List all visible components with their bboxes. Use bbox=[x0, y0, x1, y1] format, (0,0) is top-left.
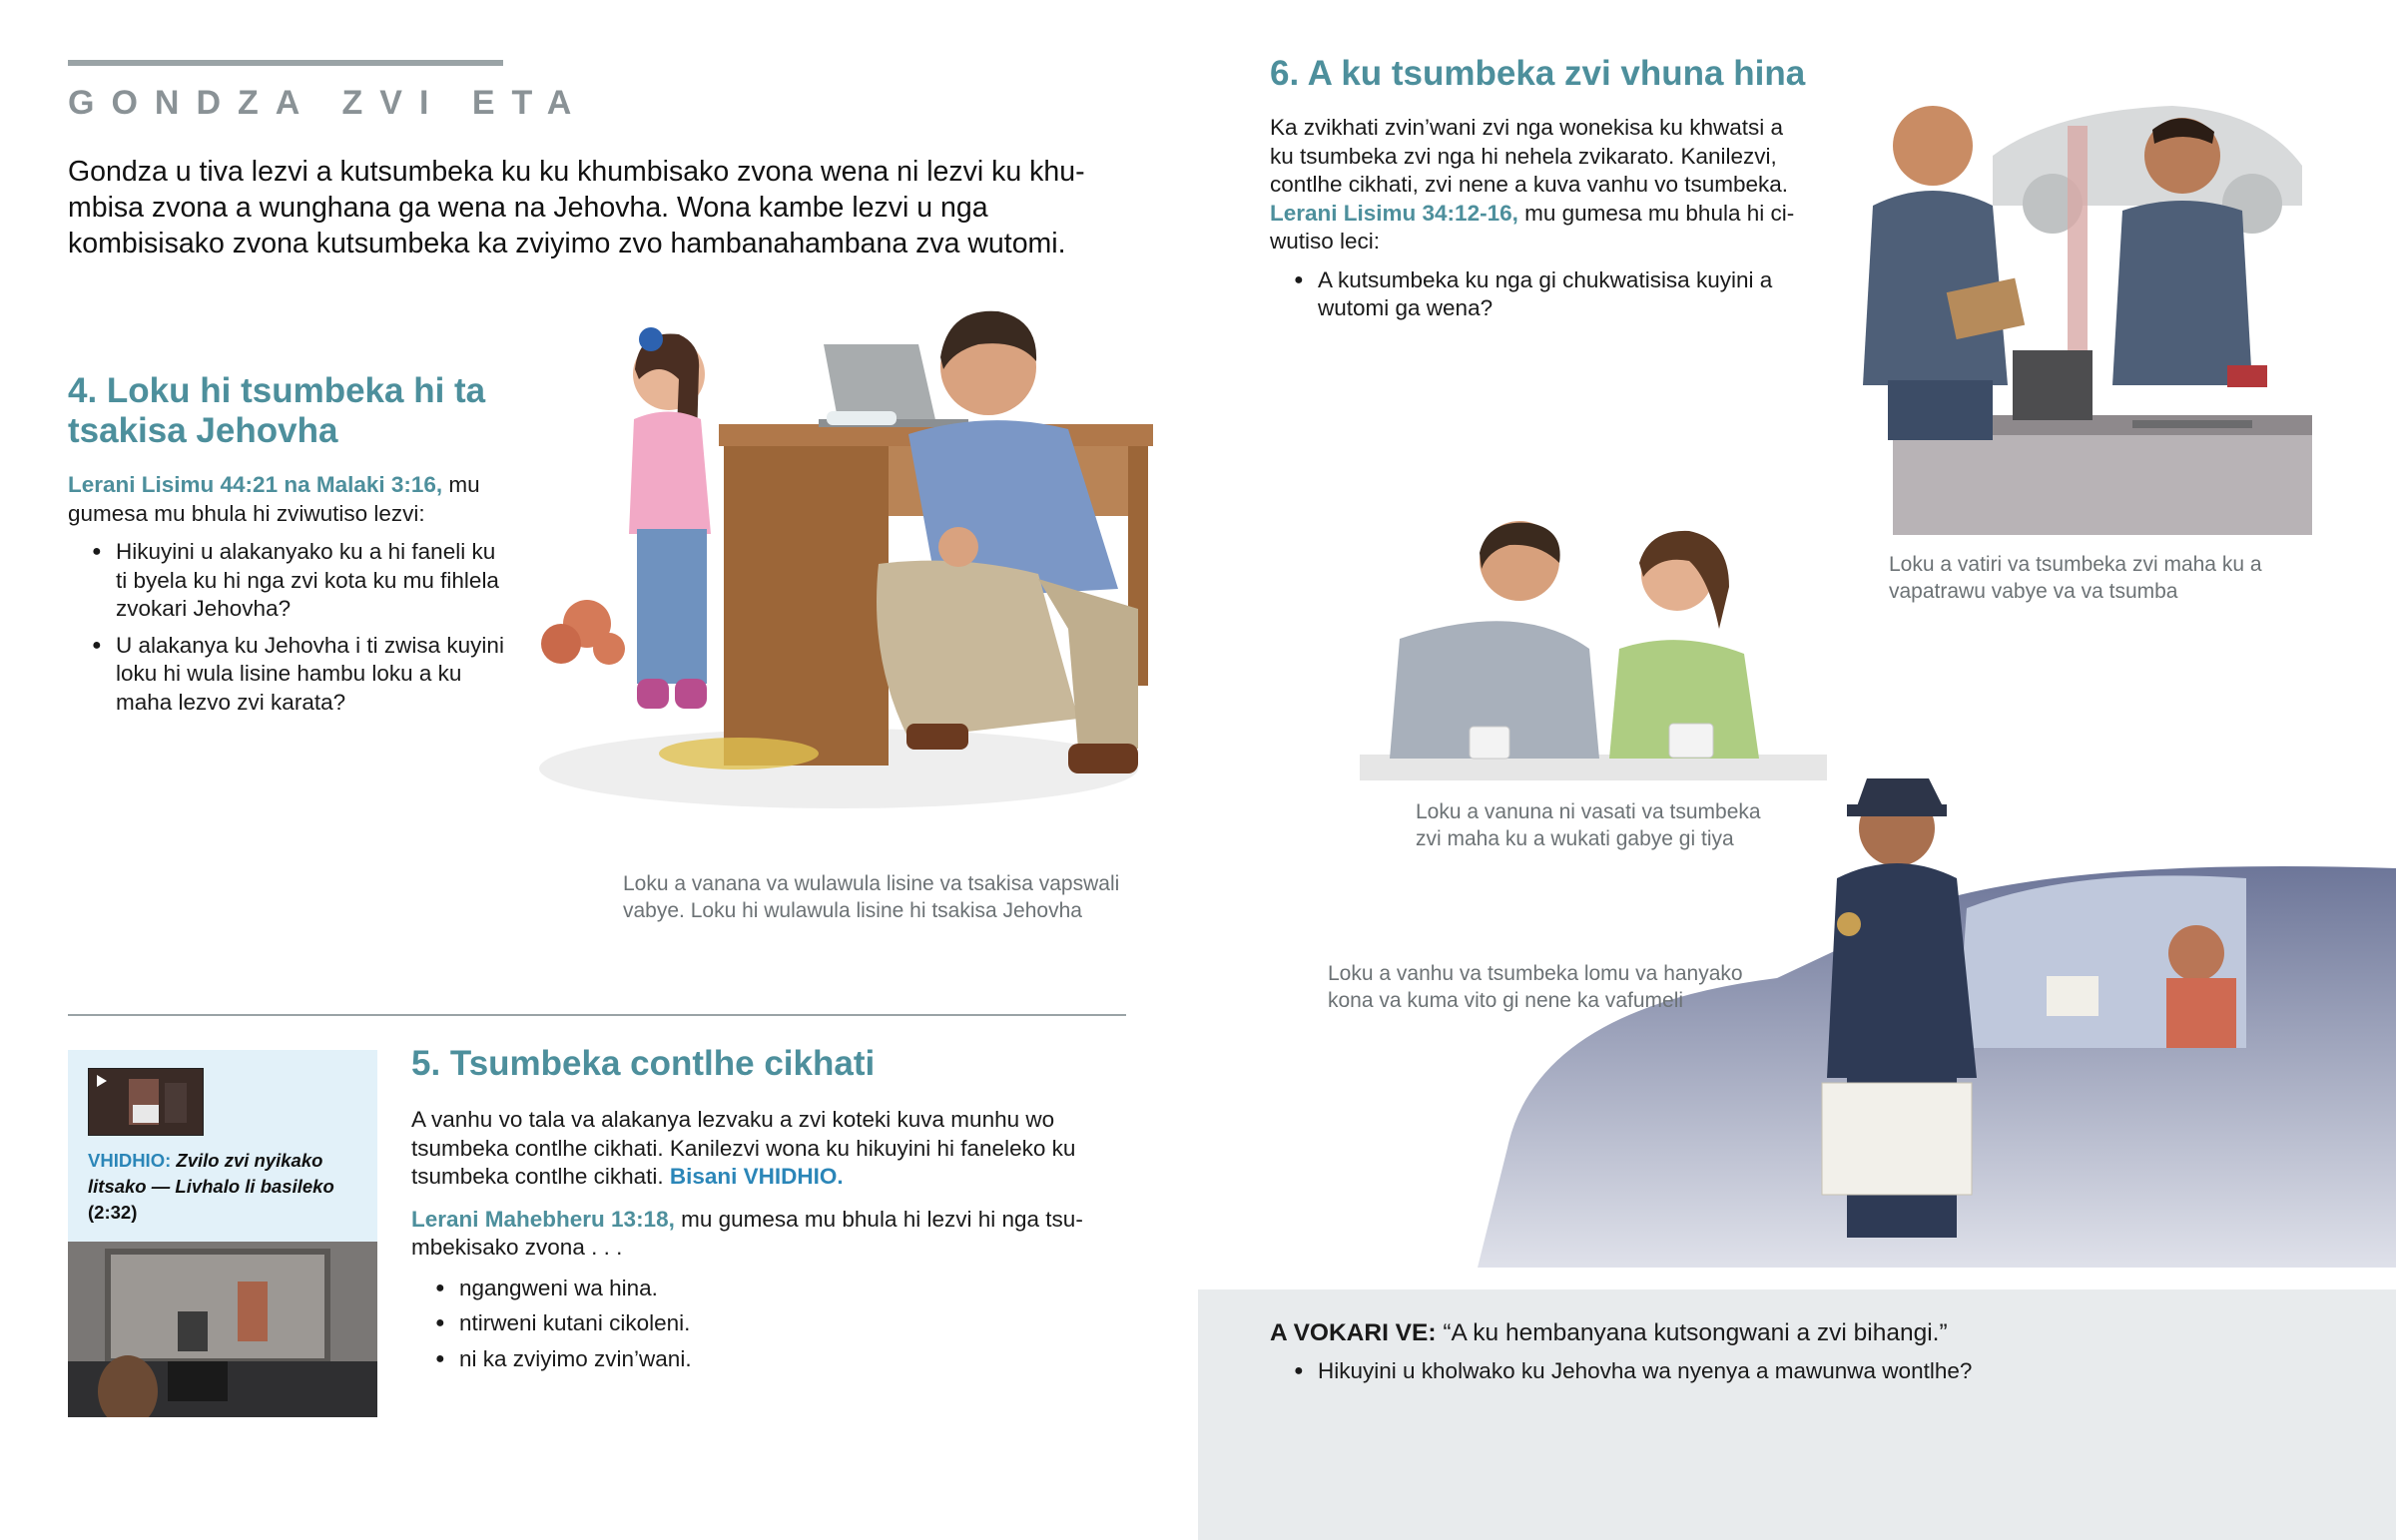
header-rule bbox=[68, 60, 503, 66]
section-4-ref-link[interactable]: Lerani Lisimu 44:21 na Malaki 3:16, bbox=[68, 472, 443, 497]
caption-police: Loku a vanhu va tsumbeka lomu va hanyako kona va kuma vito gi nene ka vafumeli bbox=[1328, 962, 1743, 1012]
section-5 bbox=[411, 1044, 1130, 1380]
section-5-lead: mu gumesa mu bhula hi lezvi hi nga tsumbekisako zvona . . . bbox=[411, 1206, 1083, 1260]
section-6-questions bbox=[1270, 266, 1809, 323]
section-6-text: Ka zvikhati zvin’wani zvi nga wonekisa ku khwatsi a ku tsumbeka zvi nga hi nehela zvikarato. Kanilezvi, contlhe cikhati, zvi nene a kuva vanhu vo tsumbeka. bbox=[1270, 115, 1789, 197]
section-5-paragraph bbox=[411, 1106, 1130, 1192]
section-6-paragraph bbox=[1270, 114, 1809, 257]
section-6-ref-link[interactable]: Lerani Lisimu 34:12-16, bbox=[1270, 200, 1518, 226]
review-statement bbox=[1270, 1317, 2348, 1349]
section-4-title: 4. Loku hi tsumbeka hi ta tsakisa Jehovha bbox=[68, 371, 486, 450]
section-5-title: 5. Tsumbeka contlhe cikhati bbox=[411, 1044, 876, 1083]
section-5-list bbox=[411, 1275, 1130, 1374]
review-quote: “A ku hembanyana kutsongwani a zvi bihangi.” bbox=[1436, 1319, 1948, 1346]
review-section bbox=[1270, 1317, 2348, 1394]
couple-illustration bbox=[1360, 519, 1827, 780]
question-item: ● U alakanya ku Jehovha i ti zwisa kuyini loku hi wula lisine hambu loku a ku maha lezvo zvi karata? bbox=[68, 632, 507, 718]
section-5-text: A vanhu vo tala va alakanya lezvaku a zvi koteki kuva munhu wo tsumbeka contlhe cikhati. Kanilezvi wona ku hikuyini hi faneleko ku tsumbeka contlhe cikhati. bbox=[411, 1107, 1076, 1189]
video-still-photo bbox=[68, 1242, 377, 1417]
list-item: ● ntirweni kutani cikoleni. bbox=[411, 1309, 1130, 1338]
caption-workers: Loku a vatiri va tsumbeka zvi maha ku a vapatrawu vabye va va tsumba bbox=[1889, 553, 2262, 603]
section-4-lead: mu gumesa mu bhula hi zviwutiso lezvi: bbox=[68, 472, 480, 526]
watch-video-link[interactable]: Bisani VHIDHIO. bbox=[669, 1164, 844, 1189]
section-6-title: 6. A ku tsumbeka zvi vhuna hina bbox=[1270, 54, 1806, 93]
play-icon[interactable] bbox=[89, 1069, 203, 1135]
caption-girl-father: Loku a vanana va wulawula lisine va tsakisa vapswali vabye. Loku hi wulawula lisine hi tsakisa Jehovha bbox=[623, 872, 1120, 922]
video-box[interactable] bbox=[68, 1050, 377, 1417]
video-label: VHIDHIO: bbox=[88, 1150, 172, 1171]
intro-paragraph: Gondza u tiva lezvi a kutsumbeka ku ku khumbisako zvona wena ni lezvi ku khumbisa zvona a wunghana ga wena na Jehovha. Wona kambe lezvi u nga kombisisako zvona kutsumbeka ka zviyimo zvo hambanahambana zva wutomi. bbox=[68, 156, 1085, 259]
caption-couple: Loku a vanuna ni vasati va tsumbeka zvi maha ku a wukati gabye gi tiya bbox=[1416, 800, 1761, 850]
video-thumbnail[interactable] bbox=[88, 1068, 204, 1136]
list-item: ● ni ka zviyimo zvin’wani. bbox=[411, 1345, 1130, 1374]
section-kicker: GONDZA ZVI ETA bbox=[68, 84, 589, 122]
mechanics-illustration bbox=[1833, 96, 2312, 545]
question-item: ● A kutsumbeka ku nga gi chukwatisisa kuyini a wutomi ga wena? bbox=[1270, 266, 1809, 323]
review-label: A VOKARI VE: bbox=[1270, 1319, 1437, 1346]
question-item: ● Hikuyini u kholwako ku Jehovha wa nyenya a mawunwa wontlhe? bbox=[1270, 1357, 2348, 1386]
section-5-ref-link[interactable]: Lerani Mahebheru 13:18, bbox=[411, 1206, 675, 1232]
video-title[interactable]: Zvilo zvi nyikako litsako — Livhalo li basileko bbox=[88, 1150, 334, 1197]
section-6 bbox=[1270, 54, 1809, 331]
section-divider bbox=[68, 1014, 1126, 1016]
question-item: ● Hikuyini u alakanyako ku a hi faneli ku ti byela ku hi nga zvi kota ku mu fihlela zvokari Jehovha? bbox=[68, 538, 507, 624]
video-text bbox=[88, 1148, 362, 1226]
girl-father-illustration bbox=[439, 299, 1168, 858]
list-item: ● ngangweni wa hina. bbox=[411, 1275, 1130, 1303]
review-questions bbox=[1270, 1357, 2348, 1386]
video-duration: (2:32) bbox=[88, 1202, 138, 1223]
section-5-instruction bbox=[411, 1206, 1130, 1263]
section-6-lead: mu gumesa mu bhula hi ciwutiso leci: bbox=[1270, 200, 1795, 254]
